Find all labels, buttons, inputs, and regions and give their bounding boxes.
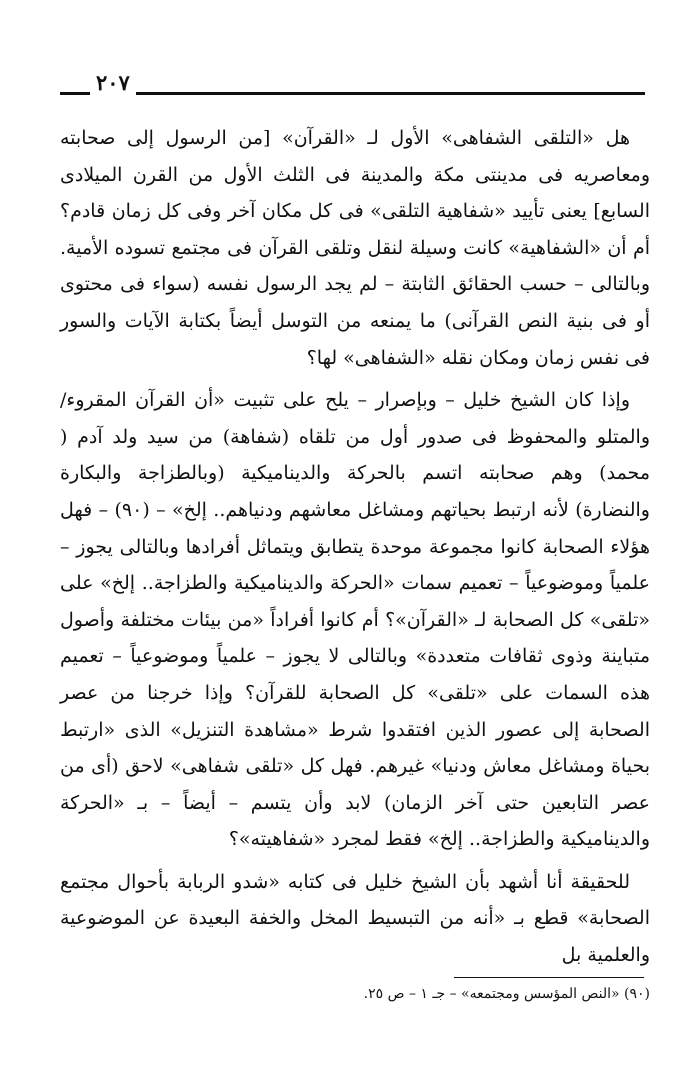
header-rule-short [60, 92, 90, 95]
header-rule [136, 92, 645, 95]
footnote: (٩٠) «النص المؤسس ومجتمعه» – جـ ١ – ص ٢٥. [363, 986, 650, 1002]
paragraph-1: هل «التلقى الشفاهى» الأول لـ «القرآن» [من الرسول إلى صحابته ومعاصريه فى مدينتى مكة والمدينة فى الثلث الأول من القرن الميلادى السابع] يعنى تأييد «شفاهية التلقى» فى كل مكان آخر وفى كل زمان قادم؟ أم أن «الشفاهية» كانت وسيلة لنقل وتلقى القرآن فى مجتمع تسوده الأمية. وبالتالى – حسب الحقائق الثابتة – لم يجد الرسول نفسه (سواء فى محتوى أو فى بنية النص القرآنى) ما يمنعه من التوسل أيضاً بكتابة الآيات والسور فى نفس زمان ومكان نقله «الشفاهى» لها؟ [60, 127, 650, 369]
paragraph-2: وإذا كان الشيخ خليل – وبإصرار – يلح على تثبيت «أن القرآن المقروء/ والمتلو والمحفوظ فى صدور أول من تلقاه (شفاهة) من سيد ولد آدم ( محمد) وهم صحابته اتسم بالحركة والديناميكية (وبالطزاجة والبكارة والنضارة) لأنه ارتبط بحياتهم ومشاغل معاشهم ودنياهم.. إلخ» – (٩٠) – فهل هؤلاء الصحابة كانوا مجموعة موحدة يتطابق ويتماثل أفرادها وبالتالى يجوز – علمياً وموضوعياً – تعميم سمات «الحركة والديناميكية والطزاجة.. إلخ» على «تلقى» كل الصحابة لـ «القرآن»؟ أم كانوا أفراداً «من بيئات مختلفة وأصول متباينة وذوى ثقافات متعددة» وبالتالى لا يجوز – علمياً وموضوعياً – تعميم هذه السمات على «تلقى» كل الصحابة للقرآن؟ وإذا خرجنا من عصر الصحابة إلى عصور الذين افتقدوا شرط «مشاهدة التنزيل» الذى «ارتبط بحياة ومشاغل معاش ودنيا» غيرهم. فهل كل «تلقى شفاهى» لاحق (أى من عصر التابعين حتى آخر الزمان) لابد وأن يتسم – أيضاً – بـ «الحركة والديناميكية والطزاجة.. إلخ» فقط لمجرد «شفاهيته»؟ [60, 389, 650, 851]
page-header [60, 70, 645, 100]
footnote-rule [454, 977, 644, 978]
paragraph-3: للحقيقة أنا أشهد بأن الشيخ خليل فى كتابه «شدو الربابة بأحوال مجتمع الصحابة» قطع بـ «أنه من التبسيط المخل والخفة البعيدة عن الموضوعية والعلمية بل [60, 870, 650, 967]
page-number: ٢٠٧ [96, 70, 130, 95]
body-text [60, 120, 650, 974]
